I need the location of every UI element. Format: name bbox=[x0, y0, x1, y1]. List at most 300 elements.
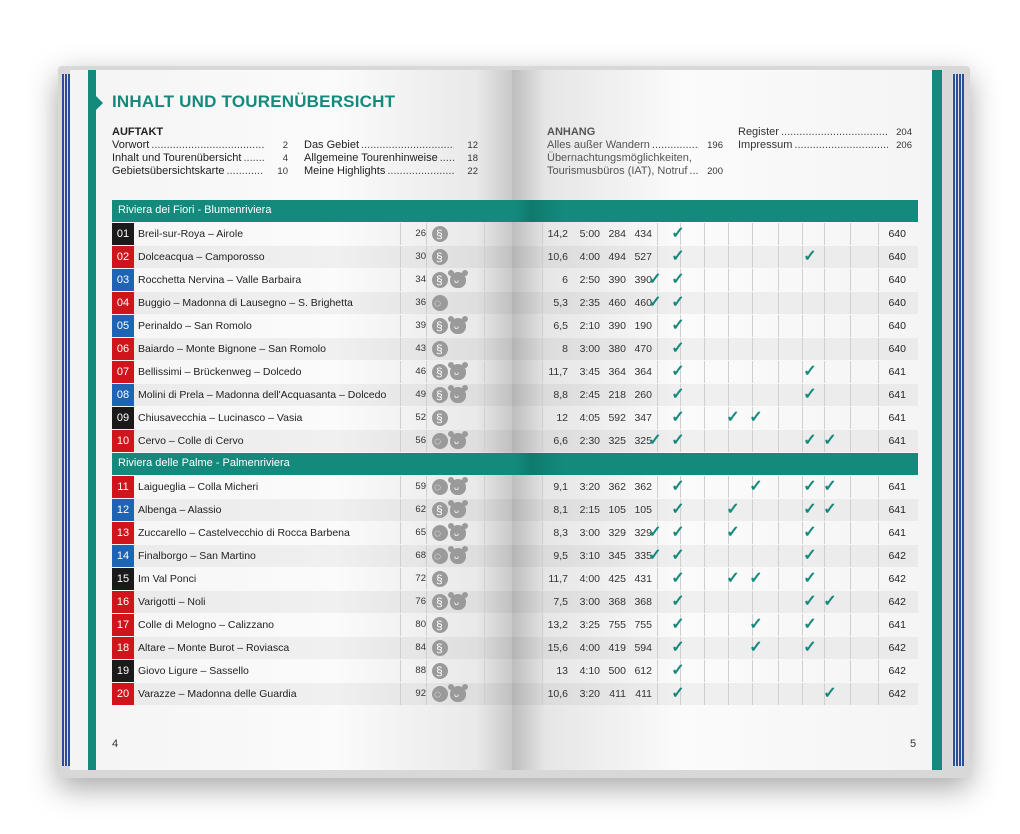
tour-icons bbox=[432, 292, 482, 314]
column-divider bbox=[752, 223, 753, 245]
column-divider bbox=[400, 683, 401, 705]
tour-number-badge: 12 bbox=[112, 499, 134, 521]
column-divider bbox=[802, 338, 803, 360]
toc-entry[interactable]: Allgemeine Tourenhinweise ..... 18 bbox=[304, 152, 478, 165]
column-divider bbox=[850, 430, 851, 452]
column-divider bbox=[878, 407, 879, 429]
tour-ascent: 500 bbox=[608, 665, 626, 677]
tour-distance: 13 bbox=[556, 665, 568, 677]
section-header bbox=[112, 453, 918, 475]
check-mark-icon: ✓ bbox=[671, 662, 685, 679]
right-accent-bar bbox=[932, 70, 942, 770]
column-divider bbox=[752, 545, 753, 567]
tour-row[interactable] bbox=[112, 223, 918, 245]
tour-row[interactable] bbox=[112, 545, 918, 567]
tour-descent: 434 bbox=[634, 228, 652, 240]
tour-page: 88 bbox=[415, 665, 426, 676]
tour-distance: 7,5 bbox=[553, 596, 568, 608]
tour-ascent: 390 bbox=[608, 274, 626, 286]
column-divider bbox=[778, 292, 779, 314]
toc-entry[interactable]: Impressum ..... 206 bbox=[738, 139, 912, 152]
column-divider bbox=[542, 246, 543, 268]
page-title: INHALT UND TOURENÜBERSICHT bbox=[112, 92, 396, 111]
check-mark-icon: ✓ bbox=[671, 317, 685, 334]
tour-number-badge: 09 bbox=[112, 407, 134, 429]
check-mark-icon: ✓ bbox=[726, 409, 740, 426]
tour-row[interactable] bbox=[112, 637, 918, 659]
tour-map-number: 642 bbox=[888, 688, 906, 700]
tour-descent: 527 bbox=[634, 251, 652, 263]
tour-name: Colle di Melogno – Calizzano bbox=[138, 619, 274, 631]
family-bear-icon bbox=[450, 433, 466, 449]
column-divider bbox=[704, 407, 705, 429]
tour-descent: 411 bbox=[635, 688, 652, 700]
column-divider bbox=[802, 407, 803, 429]
page-number-left: 4 bbox=[112, 738, 119, 750]
column-divider bbox=[484, 614, 485, 636]
column-divider bbox=[657, 660, 658, 682]
tour-distance: 8,1 bbox=[553, 504, 568, 516]
check-mark-icon: ✓ bbox=[671, 363, 685, 380]
tour-page: 72 bbox=[415, 573, 426, 584]
tour-ascent: 105 bbox=[608, 504, 626, 516]
column-divider bbox=[728, 683, 729, 705]
column-divider bbox=[752, 591, 753, 613]
tour-page: 43 bbox=[415, 343, 426, 354]
column-divider bbox=[878, 476, 879, 498]
family-bear-icon bbox=[450, 479, 466, 495]
column-divider bbox=[850, 591, 851, 613]
tour-name: Dolceacqua – Camporosso bbox=[138, 251, 265, 263]
check-mark-icon: ✓ bbox=[803, 248, 817, 265]
column-divider bbox=[400, 223, 401, 245]
check-mark-icon: ✓ bbox=[749, 409, 763, 426]
column-divider bbox=[728, 614, 729, 636]
family-bear-icon bbox=[450, 686, 466, 702]
column-divider bbox=[752, 246, 753, 268]
tour-row[interactable] bbox=[112, 660, 918, 682]
column-divider bbox=[657, 407, 658, 429]
tour-map-number: 640 bbox=[888, 343, 906, 355]
column-divider bbox=[426, 315, 427, 337]
tour-row[interactable] bbox=[112, 246, 918, 268]
tour-descent: 364 bbox=[634, 366, 652, 378]
column-divider bbox=[400, 338, 401, 360]
column-divider bbox=[484, 292, 485, 314]
column-divider bbox=[542, 614, 543, 636]
column-divider bbox=[542, 683, 543, 705]
tour-icons bbox=[432, 430, 482, 452]
tour-number-badge: 14 bbox=[112, 545, 134, 567]
tour-row[interactable] bbox=[112, 292, 918, 314]
tour-duration: 3:00 bbox=[579, 527, 600, 539]
check-mark-icon: ✓ bbox=[803, 386, 817, 403]
one-way-tour-icon bbox=[432, 318, 448, 334]
tour-number-badge: 04 bbox=[112, 292, 134, 314]
tour-name: Zuccarello – Castelvecchio di Rocca Barbena bbox=[138, 527, 350, 539]
column-divider bbox=[728, 338, 729, 360]
column-divider bbox=[400, 591, 401, 613]
tour-duration: 3:25 bbox=[579, 619, 600, 631]
column-divider bbox=[484, 407, 485, 429]
tour-name: Giovo Ligure – Sassello bbox=[138, 665, 249, 677]
tour-ascent: 755 bbox=[608, 619, 626, 631]
column-divider bbox=[878, 246, 879, 268]
tour-page: 68 bbox=[415, 550, 426, 561]
check-mark-icon: ✓ bbox=[671, 248, 685, 265]
column-divider bbox=[824, 223, 825, 245]
column-divider bbox=[728, 246, 729, 268]
one-way-tour-icon bbox=[432, 249, 448, 265]
column-divider bbox=[878, 637, 879, 659]
column-divider bbox=[426, 683, 427, 705]
column-divider bbox=[850, 407, 851, 429]
tour-icons bbox=[432, 407, 482, 429]
family-bear-icon bbox=[450, 502, 466, 518]
column-divider bbox=[850, 269, 851, 291]
left-accent-bar bbox=[88, 70, 96, 770]
column-divider bbox=[657, 591, 658, 613]
tour-row[interactable] bbox=[112, 614, 918, 636]
toc-entry[interactable]: Vorwort ..... 2 bbox=[112, 139, 288, 152]
column-divider bbox=[704, 614, 705, 636]
tour-descent: 190 bbox=[634, 320, 652, 332]
column-divider bbox=[778, 522, 779, 544]
toc-entry[interactable]: Tourismusbüros (IAT), Notruf ..... 200 bbox=[547, 165, 723, 178]
column-divider bbox=[704, 499, 705, 521]
column-divider bbox=[426, 545, 427, 567]
column-divider bbox=[824, 568, 825, 590]
tour-name: Baiardo – Monte Bignone – San Romolo bbox=[138, 343, 326, 355]
round-tour-icon bbox=[432, 295, 448, 311]
tour-icons bbox=[432, 269, 482, 291]
section-title: Riviera dei Fiori - Blumenriviera bbox=[118, 204, 272, 216]
column-divider bbox=[878, 545, 879, 567]
column-divider bbox=[542, 637, 543, 659]
one-way-tour-icon bbox=[432, 594, 448, 610]
round-tour-icon bbox=[432, 433, 448, 449]
section-header bbox=[112, 200, 918, 222]
check-mark-icon: ✓ bbox=[749, 639, 763, 656]
tour-descent: 460 bbox=[634, 297, 652, 309]
tour-duration: 3:45 bbox=[579, 366, 600, 378]
tour-distance: 10,6 bbox=[547, 251, 568, 263]
tour-icons bbox=[432, 315, 482, 337]
check-mark-icon: ✓ bbox=[648, 271, 662, 288]
column-divider bbox=[878, 269, 879, 291]
column-divider bbox=[728, 476, 729, 498]
tour-number-badge: 05 bbox=[112, 315, 134, 337]
tour-page: 59 bbox=[415, 481, 426, 492]
column-divider bbox=[778, 637, 779, 659]
column-divider bbox=[752, 292, 753, 314]
column-divider bbox=[484, 223, 485, 245]
column-divider bbox=[657, 361, 658, 383]
one-way-tour-icon bbox=[432, 571, 448, 587]
tour-ascent: 368 bbox=[608, 596, 626, 608]
tour-icons bbox=[432, 614, 482, 636]
tour-descent: 325 bbox=[634, 435, 652, 447]
tour-descent: 329 bbox=[634, 527, 652, 539]
tour-map-number: 641 bbox=[888, 412, 906, 424]
tour-duration: 5:00 bbox=[579, 228, 600, 240]
column-divider bbox=[400, 545, 401, 567]
tour-map-number: 642 bbox=[888, 665, 906, 677]
tour-row[interactable] bbox=[112, 430, 918, 452]
column-divider bbox=[824, 338, 825, 360]
column-divider bbox=[426, 499, 427, 521]
column-divider bbox=[778, 660, 779, 682]
tour-icons bbox=[432, 591, 482, 613]
check-mark-icon: ✓ bbox=[749, 616, 763, 633]
tour-number-badge: 03 bbox=[112, 269, 134, 291]
column-divider bbox=[752, 522, 753, 544]
tour-duration: 2:35 bbox=[579, 297, 600, 309]
tour-map-number: 641 bbox=[888, 366, 906, 378]
tour-icons bbox=[432, 338, 482, 360]
tour-page: 34 bbox=[415, 274, 426, 285]
tour-distance: 15,6 bbox=[547, 642, 568, 654]
tour-page: 30 bbox=[415, 251, 426, 262]
tour-page: 92 bbox=[415, 688, 426, 699]
column-divider bbox=[752, 499, 753, 521]
column-divider bbox=[426, 591, 427, 613]
column-divider bbox=[542, 430, 543, 452]
column-divider bbox=[426, 614, 427, 636]
tour-number-badge: 06 bbox=[112, 338, 134, 360]
toc-entry[interactable]: Register ..... 204 bbox=[738, 126, 912, 139]
column-divider bbox=[878, 223, 879, 245]
column-divider bbox=[542, 591, 543, 613]
check-mark-icon: ✓ bbox=[671, 340, 685, 357]
tour-name: Cervo – Colle di Cervo bbox=[138, 435, 244, 447]
column-divider bbox=[728, 637, 729, 659]
column-divider bbox=[426, 384, 427, 406]
column-divider bbox=[752, 315, 753, 337]
column-divider bbox=[824, 614, 825, 636]
column-divider bbox=[824, 361, 825, 383]
tour-number-badge: 16 bbox=[112, 591, 134, 613]
tour-name: Varigotti – Noli bbox=[138, 596, 206, 608]
tour-map-number: 640 bbox=[888, 251, 906, 263]
column-divider bbox=[400, 407, 401, 429]
column-divider bbox=[400, 660, 401, 682]
column-divider bbox=[400, 568, 401, 590]
family-bear-icon bbox=[450, 387, 466, 403]
tour-icons bbox=[432, 568, 482, 590]
check-mark-icon: ✓ bbox=[671, 409, 685, 426]
tour-page: 62 bbox=[415, 504, 426, 515]
column-divider bbox=[728, 292, 729, 314]
column-divider bbox=[850, 223, 851, 245]
column-divider bbox=[704, 246, 705, 268]
check-mark-icon: ✓ bbox=[749, 478, 763, 495]
column-divider bbox=[400, 246, 401, 268]
tour-distance: 12 bbox=[556, 412, 568, 424]
column-divider bbox=[426, 660, 427, 682]
check-mark-icon: ✓ bbox=[648, 294, 662, 311]
column-divider bbox=[704, 338, 705, 360]
column-divider bbox=[850, 614, 851, 636]
column-divider bbox=[778, 591, 779, 613]
toc-anhang bbox=[547, 126, 723, 178]
tour-row[interactable] bbox=[112, 269, 918, 291]
column-divider bbox=[824, 545, 825, 567]
column-divider bbox=[542, 499, 543, 521]
tour-row[interactable] bbox=[112, 499, 918, 521]
column-divider bbox=[657, 246, 658, 268]
column-divider bbox=[400, 384, 401, 406]
tour-row[interactable] bbox=[112, 476, 918, 498]
column-divider bbox=[704, 522, 705, 544]
tour-page: 84 bbox=[415, 642, 426, 653]
column-divider bbox=[426, 407, 427, 429]
tour-name: Buggio – Madonna di Lausegno – S. Brighetta bbox=[138, 297, 353, 309]
tour-name: Perinaldo – San Romolo bbox=[138, 320, 252, 332]
column-divider bbox=[824, 522, 825, 544]
family-bear-icon bbox=[450, 594, 466, 610]
column-divider bbox=[878, 292, 879, 314]
column-divider bbox=[484, 361, 485, 383]
tour-name: Im Val Ponci bbox=[138, 573, 197, 585]
tour-ascent: 218 bbox=[608, 389, 626, 401]
tour-row[interactable] bbox=[112, 315, 918, 337]
column-divider bbox=[752, 361, 753, 383]
family-bear-icon bbox=[450, 272, 466, 288]
tour-row[interactable] bbox=[112, 384, 918, 406]
one-way-tour-icon bbox=[432, 410, 448, 426]
column-divider bbox=[778, 545, 779, 567]
tour-map-number: 641 bbox=[888, 389, 906, 401]
tour-row[interactable] bbox=[112, 361, 918, 383]
tour-row[interactable] bbox=[112, 407, 918, 429]
one-way-tour-icon bbox=[432, 663, 448, 679]
tour-distance: 6 bbox=[562, 274, 568, 286]
round-tour-icon bbox=[432, 525, 448, 541]
check-mark-icon: ✓ bbox=[671, 547, 685, 564]
column-divider bbox=[426, 292, 427, 314]
column-divider bbox=[704, 384, 705, 406]
tour-row[interactable] bbox=[112, 338, 918, 360]
check-mark-icon: ✓ bbox=[671, 524, 685, 541]
column-divider bbox=[778, 338, 779, 360]
toc-anhang-col2 bbox=[738, 126, 912, 152]
tour-row[interactable] bbox=[112, 568, 918, 590]
column-divider bbox=[704, 269, 705, 291]
column-divider bbox=[878, 522, 879, 544]
check-mark-icon: ✓ bbox=[803, 363, 817, 380]
tour-map-number: 640 bbox=[888, 274, 906, 286]
column-divider bbox=[542, 292, 543, 314]
column-divider bbox=[824, 637, 825, 659]
column-divider bbox=[704, 315, 705, 337]
column-divider bbox=[400, 614, 401, 636]
tour-row[interactable] bbox=[112, 591, 918, 613]
tour-row[interactable] bbox=[112, 522, 918, 544]
tour-distance: 13,2 bbox=[547, 619, 568, 631]
toc-entry[interactable]: Alles außer Wandern ..... 196 bbox=[547, 139, 723, 152]
tour-duration: 2:50 bbox=[579, 274, 600, 286]
toc-entry[interactable]: Inhalt und Tourenübersicht ..... 4 bbox=[112, 152, 288, 165]
column-divider bbox=[657, 315, 658, 337]
check-mark-icon: ✓ bbox=[803, 432, 817, 449]
check-mark-icon: ✓ bbox=[671, 685, 685, 702]
tour-descent: 612 bbox=[634, 665, 652, 677]
tour-duration: 4:00 bbox=[579, 573, 600, 585]
column-divider bbox=[802, 292, 803, 314]
column-divider bbox=[778, 430, 779, 452]
check-mark-icon: ✓ bbox=[671, 639, 685, 656]
family-bear-icon bbox=[450, 318, 466, 334]
column-divider bbox=[400, 499, 401, 521]
tour-icons bbox=[432, 246, 482, 268]
column-divider bbox=[704, 545, 705, 567]
column-divider bbox=[752, 660, 753, 682]
column-divider bbox=[657, 223, 658, 245]
column-divider bbox=[426, 338, 427, 360]
column-divider bbox=[878, 591, 879, 613]
toc-entry-line: Übernachtungsmöglichkeiten, bbox=[547, 152, 692, 164]
tour-map-number: 642 bbox=[888, 642, 906, 654]
column-divider bbox=[657, 568, 658, 590]
column-divider bbox=[484, 591, 485, 613]
check-mark-icon: ✓ bbox=[671, 570, 685, 587]
toc-entry[interactable]: Gebietsübersichtskarte ..... 10 bbox=[112, 165, 288, 178]
column-divider bbox=[484, 384, 485, 406]
one-way-tour-icon bbox=[432, 364, 448, 380]
toc-entry[interactable]: Meine Highlights ..... 22 bbox=[304, 165, 478, 178]
column-divider bbox=[850, 246, 851, 268]
round-tour-icon bbox=[432, 686, 448, 702]
tour-duration: 4:10 bbox=[579, 665, 600, 677]
tour-name: Albenga – Alassio bbox=[138, 504, 222, 516]
tour-descent: 755 bbox=[634, 619, 652, 631]
column-divider bbox=[704, 430, 705, 452]
check-mark-icon: ✓ bbox=[671, 432, 685, 449]
tour-descent: 260 bbox=[634, 389, 652, 401]
tour-distance: 8 bbox=[562, 343, 568, 355]
one-way-tour-icon bbox=[432, 387, 448, 403]
tour-name: Breil-sur-Roya – Airole bbox=[138, 228, 244, 240]
tour-page: 52 bbox=[415, 412, 426, 423]
one-way-tour-icon bbox=[432, 341, 448, 357]
column-divider bbox=[728, 361, 729, 383]
tour-page: 26 bbox=[415, 228, 426, 239]
column-divider bbox=[484, 660, 485, 682]
column-divider bbox=[878, 315, 879, 337]
column-divider bbox=[704, 591, 705, 613]
tour-name: Altare – Monte Burot – Roviasca bbox=[138, 642, 290, 654]
toc-entry[interactable]: Das Gebiet ..... 12 bbox=[304, 139, 478, 152]
column-divider bbox=[426, 361, 427, 383]
tour-number-badge: 13 bbox=[112, 522, 134, 544]
tour-distance: 6,6 bbox=[553, 435, 568, 447]
tour-page: 80 bbox=[415, 619, 426, 630]
tour-row[interactable] bbox=[112, 683, 918, 705]
column-divider bbox=[704, 660, 705, 682]
tour-distance: 14,2 bbox=[547, 228, 568, 240]
tour-page: 49 bbox=[415, 389, 426, 400]
tour-ascent: 592 bbox=[608, 412, 626, 424]
column-divider bbox=[542, 476, 543, 498]
tour-descent: 390 bbox=[634, 274, 652, 286]
tour-ascent: 329 bbox=[608, 527, 626, 539]
column-divider bbox=[426, 223, 427, 245]
tour-duration: 3:10 bbox=[579, 550, 600, 562]
column-divider bbox=[704, 476, 705, 498]
column-divider bbox=[802, 660, 803, 682]
tour-duration: 2:30 bbox=[579, 435, 600, 447]
